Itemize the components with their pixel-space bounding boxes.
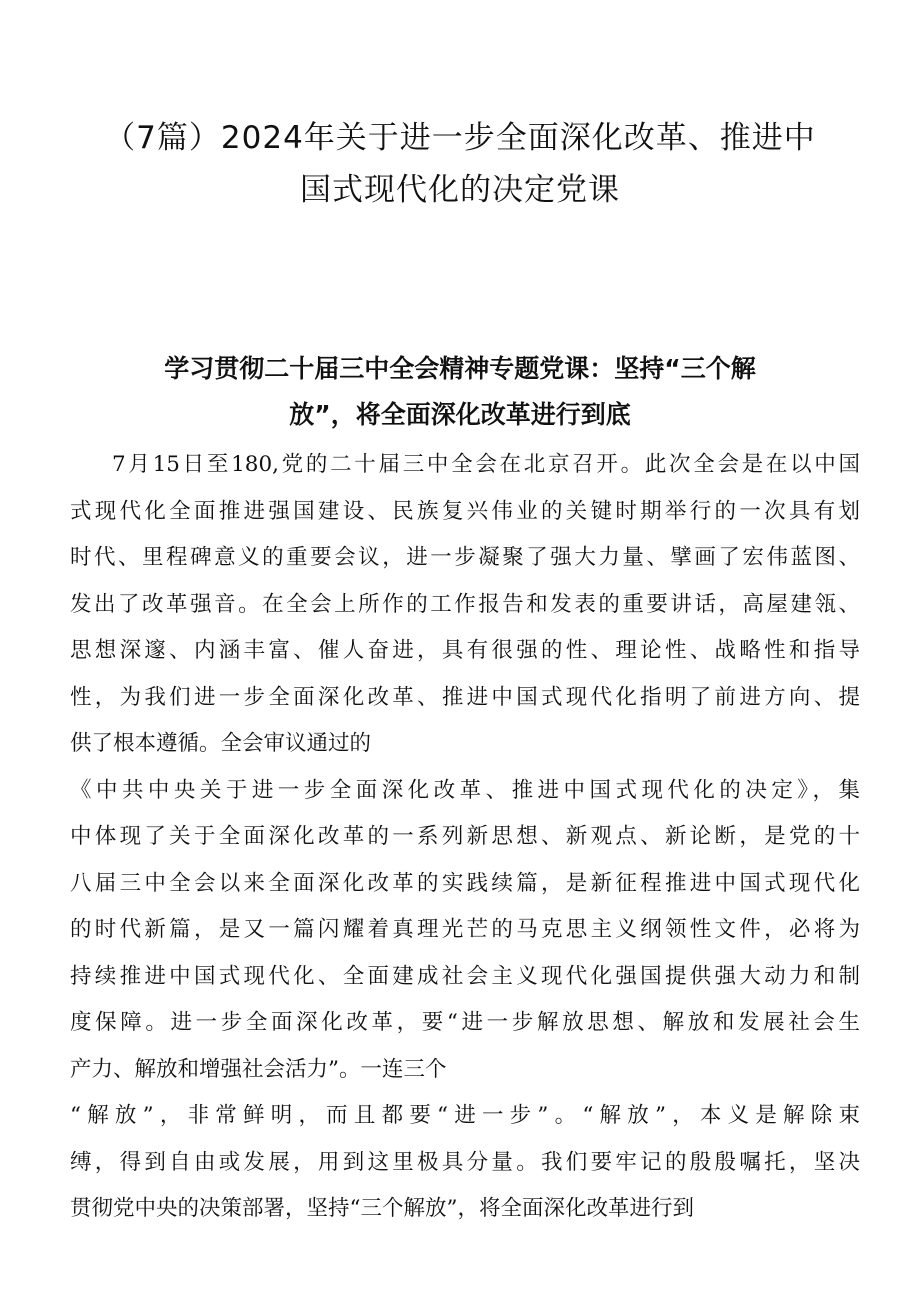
body-line: 产力、解放和增强社会活力”。一连三个 xyxy=(70,1056,447,1082)
body-line: 发出了改革强音。在全会上所作的工作报告和发表的重要讲话，高屋建瓴、 xyxy=(70,591,860,617)
body-paragraph xyxy=(70,442,860,1233)
body-line: 中体现了关于全面深化改革的一系列新思想、新观点、新论断，是党的十 xyxy=(70,824,860,849)
document-title-line: 国式现代化的决定党课 xyxy=(300,172,620,208)
section-title-line: 放”，将全面深化改革进行到底 xyxy=(289,400,631,429)
body-line: 思想深邃、内涵丰富、催人奋进，具有很强的性、理论性、战略性和指导 xyxy=(70,638,860,663)
body-line: 持续推进中国式现代化、全面建成社会主义现代化强国提供强大动力和制 xyxy=(70,963,860,989)
body-line: 供了根本遵循。全会审议通过的 xyxy=(70,731,372,756)
body-line: 的时代新篇，是又一篇闪耀着真理光芒的马克思主义纲领性文件，必将为 xyxy=(70,917,860,942)
section-title-line: 学习贯彻二十届三中全会精神专题党课：坚持“三个解 xyxy=(164,354,756,383)
body-line: “解放”，非常鲜明，而且都要“进一步”。“解放”，本义是解除束 xyxy=(70,1103,860,1128)
body-line: 式现代化全面推进强国建设、民族复兴伟业的关键时期举行的一次具有划 xyxy=(70,498,860,524)
body-line: 《中共中央关于进一步全面深化改革、推进中国式现代化的决定》，集 xyxy=(70,777,860,803)
document-title xyxy=(70,112,850,216)
body-line: 贯彻党中央的决策部署，坚持“三个解放”，将全面深化改革进行到 xyxy=(70,1196,694,1221)
document-title-line: （7篇）2024年关于进一步全面深化改革、推进中 xyxy=(104,120,816,156)
section-title xyxy=(80,346,840,438)
body-line: 八届三中全会以来全面深化改革的实践续篇，是新征程推进中国式现代化 xyxy=(70,870,860,896)
body-line: 性，为我们进一步全面深化改革、推进中国式现代化指明了前进方向、提 xyxy=(70,684,860,710)
body-line: 7月15日至180,党的二十届三中全会在北京召开。此次全会是在以中国 xyxy=(112,452,860,477)
body-line: 缚，得到自由或发展，用到这里极具分量。我们要牢记的殷殷嘱托，坚决 xyxy=(70,1149,860,1175)
body-line: 度保障。进一步全面深化改革，要“进一步解放思想、解放和发展社会生 xyxy=(70,1010,860,1035)
body-line: 时代、里程碑意义的重要会议，进一步凝聚了强大力量、擘画了宏伟蓝图、 xyxy=(70,545,860,570)
